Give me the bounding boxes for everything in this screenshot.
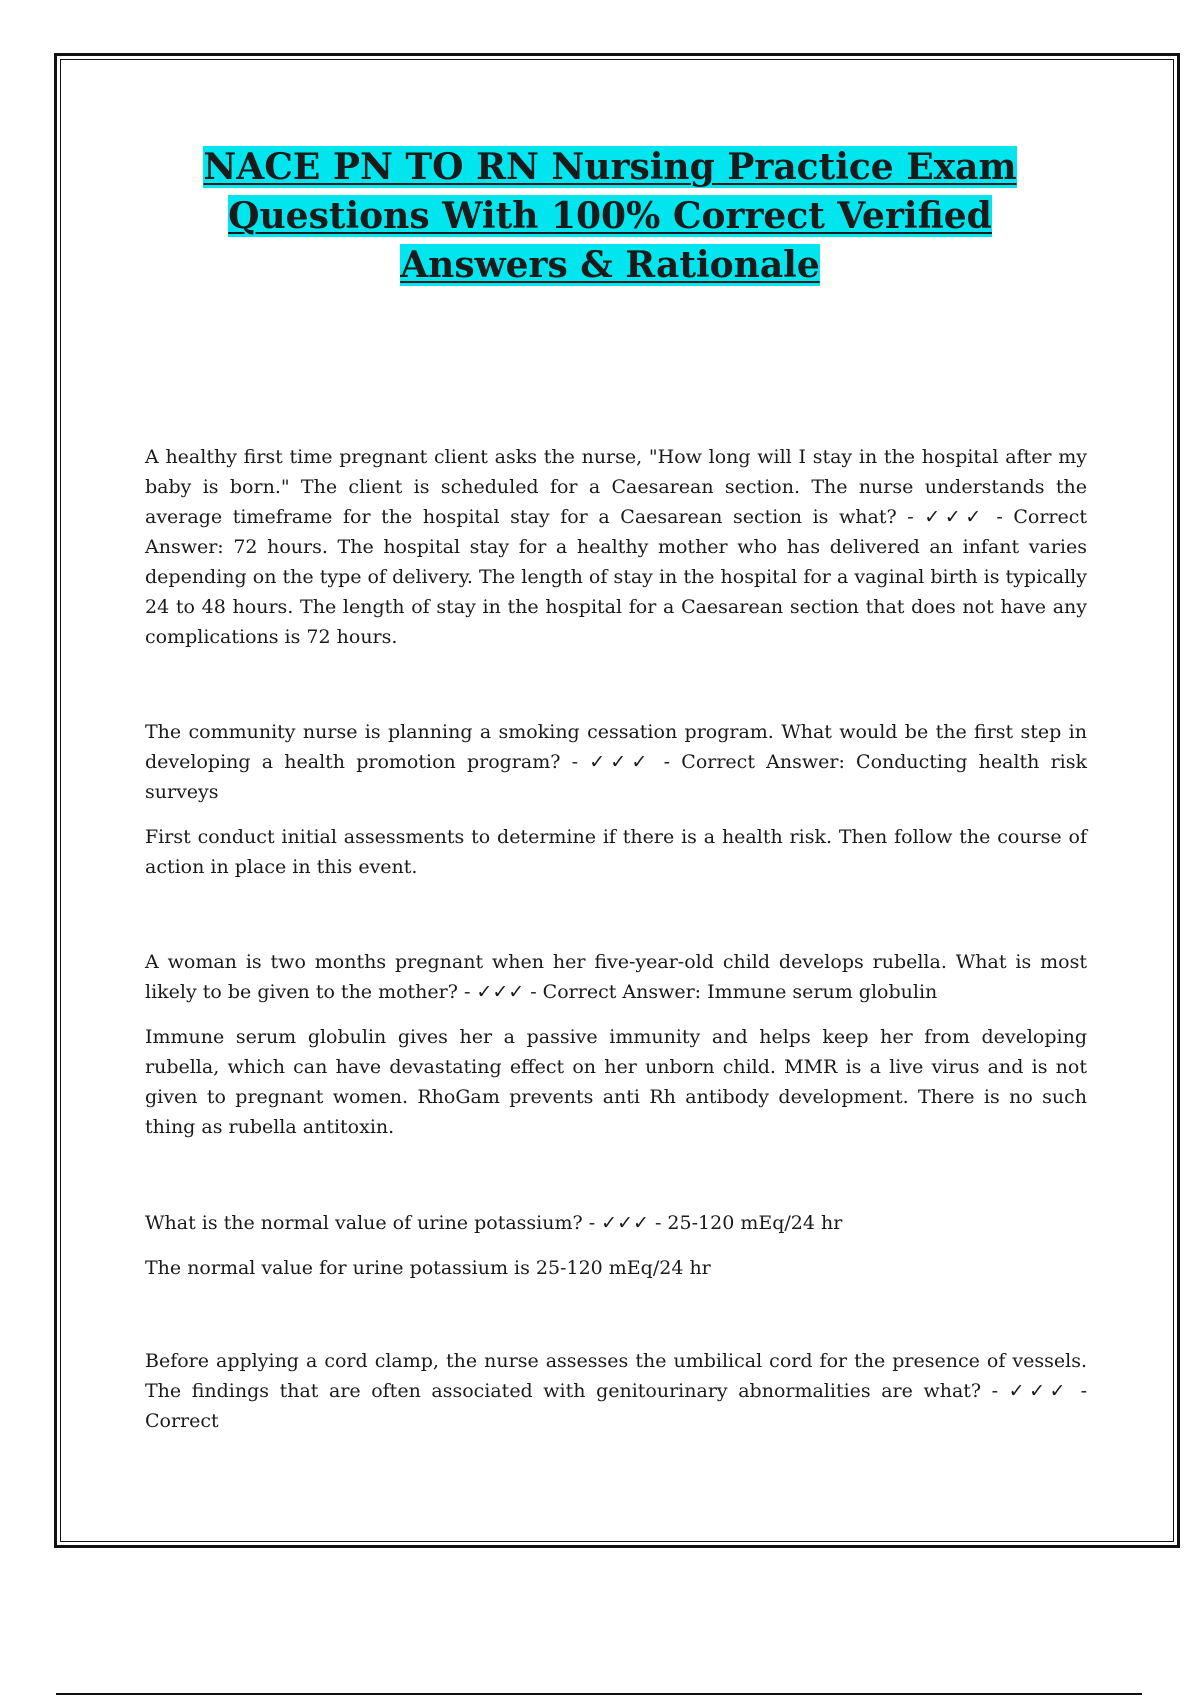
rationale-text: First conduct initial assessments to determine if there is a health risk. Then follow the course of action in place in this event.: [145, 826, 1087, 878]
question-text: Before applying a cord clamp, the nurse assesses the umbilical cord for the presence of vessels. The findings that are often associated with genitourinary abnormalities are what? - ✓✓✓ - Correct: [145, 1350, 1087, 1432]
qa-item-4: [145, 1208, 1087, 1283]
qa-item-5: [145, 1346, 1087, 1436]
question-text: A healthy first time pregnant client asks the nurse, "How long will I stay in the hospital after my baby is born." The client is scheduled for a Caesarean section. The nurse understands the average timeframe for the hospital stay for a Caesarean section is what? - ✓✓✓ - Correct Answer: 72 hours. The hospital stay for a healthy mother who has delivered an infant varies depending on the type of delivery. The length of stay in the hospital for a vaginal birth is typically 24 to 48 hours. The length of stay in the hospital for a Caesarean section that does not have any complications is 72 hours.: [145, 446, 1087, 648]
question-text: What is the normal value of urine potassium? - ✓✓✓ - 25-120 mEq/24 hr: [145, 1212, 843, 1234]
question-text: The community nurse is planning a smoking cessation program. What would be the first step in developing a health promotion program? - ✓✓✓ - Correct Answer: Conducting health risk surveys: [145, 721, 1087, 803]
rationale-text: Immune serum globulin gives her a passive immunity and helps keep her from developing rubella, which can have devastating effect on her unborn child. MMR is a live virus and is not given to pregnant women. RhoGam prevents anti Rh antibody development. There is no such thing as rubella antitoxin.: [145, 1026, 1087, 1138]
question-text: A woman is two months pregnant when her five-year-old child develops rubella. What is most likely to be given to the mother? - ✓✓✓ - Correct Answer: Immune serum globulin: [145, 951, 1087, 1003]
title-highlight: NACE PN TO RN Nursing Practice Exam Questions With 100% Correct Verified Answers & Rationale: [203, 146, 1017, 286]
qa-item-2: [145, 717, 1087, 882]
qa-item-1: [145, 442, 1087, 652]
document-title: [140, 143, 1080, 290]
rationale-text: The normal value for urine potassium is 25-120 mEq/24 hr: [145, 1257, 711, 1279]
footer-rule: [56, 1693, 1142, 1695]
qa-item-3: [145, 947, 1087, 1142]
